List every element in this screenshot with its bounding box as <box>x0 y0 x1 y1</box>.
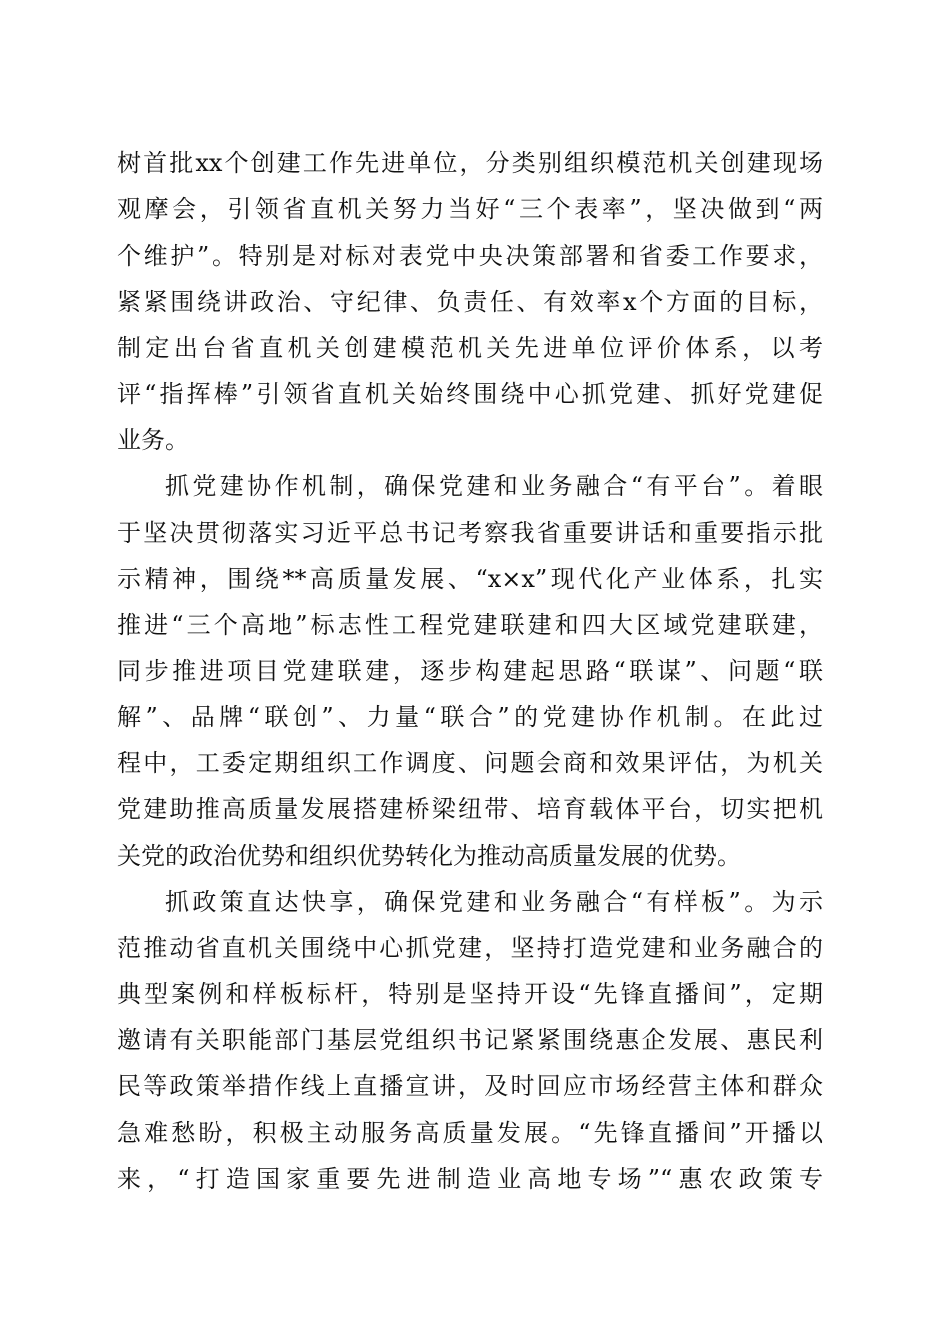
text-line: 示精神，围绕**高质量发展、“x×x”现代化产业体系，扎实 <box>117 565 823 593</box>
text-line: 典型案例和样板标杆，特别是坚持开设“先锋直播间”，定期 <box>117 980 823 1008</box>
text-line: 个维护”。特别是对标对表党中央决策部署和省委工作要求， <box>117 242 823 270</box>
paragraph-first-line: 抓党建协作机制，确保党建和业务融合“有平台”。着眼 <box>165 472 823 500</box>
text-line: 邀请有关职能部门基层党组织书记紧紧围绕惠企发展、惠民利 <box>117 1026 823 1054</box>
text-line: 急难愁盼，积极主动服务高质量发展。“先锋直播间”开播以 <box>117 1119 823 1147</box>
text-line: 解”、品牌“联创”、力量“联合”的党建协作机制。在此过 <box>117 703 823 731</box>
paragraph-first-line: 抓政策直达快享，确保党建和业务融合“有样板”。为示 <box>165 888 823 916</box>
text-line: 制定出台省直机关创建模范机关先进单位评价体系，以考 <box>117 334 823 362</box>
text-line: 观摩会，引领省直机关努力当好“三个表率”，坚决做到“两 <box>117 195 823 223</box>
text-line: 树首批xx个创建工作先进单位，分类别组织模范机关创建现场 <box>117 149 823 177</box>
text-line: 党建助推高质量发展搭建桥梁纽带、培育载体平台，切实把机 <box>117 795 823 823</box>
paragraph-end-line: 关党的政治优势和组织优势转化为推动高质量发展的优势。 <box>117 842 741 870</box>
text-line: 紧紧围绕讲政治、守纪律、负责任、有效率x个方面的目标， <box>117 288 823 316</box>
text-line: 来，“打造国家重要先进制造业高地专场”“惠农政策专 <box>117 1165 823 1193</box>
text-line: 范推动省直机关围绕中心抓党建，坚持打造党建和业务融合的 <box>117 934 823 962</box>
text-line: 推进“三个高地”标志性工程党建联建和四大区域党建联建， <box>117 611 823 639</box>
text-line: 民等政策举措作线上直播宣讲，及时回应市场经营主体和群众 <box>117 1072 823 1100</box>
text-line: 于坚决贯彻落实习近平总书记考察我省重要讲话和重要指示批 <box>117 519 823 547</box>
text-line: 评“指挥棒”引领省直机关始终围绕中心抓党建、抓好党建促 <box>117 380 823 408</box>
text-line: 程中，工委定期组织工作调度、问题会商和效果评估，为机关 <box>117 749 823 777</box>
text-line: 同步推进项目党建联建，逐步构建起思路“联谋”、问题“联 <box>117 657 823 685</box>
paragraph-end-line: 业务。 <box>117 426 189 454</box>
